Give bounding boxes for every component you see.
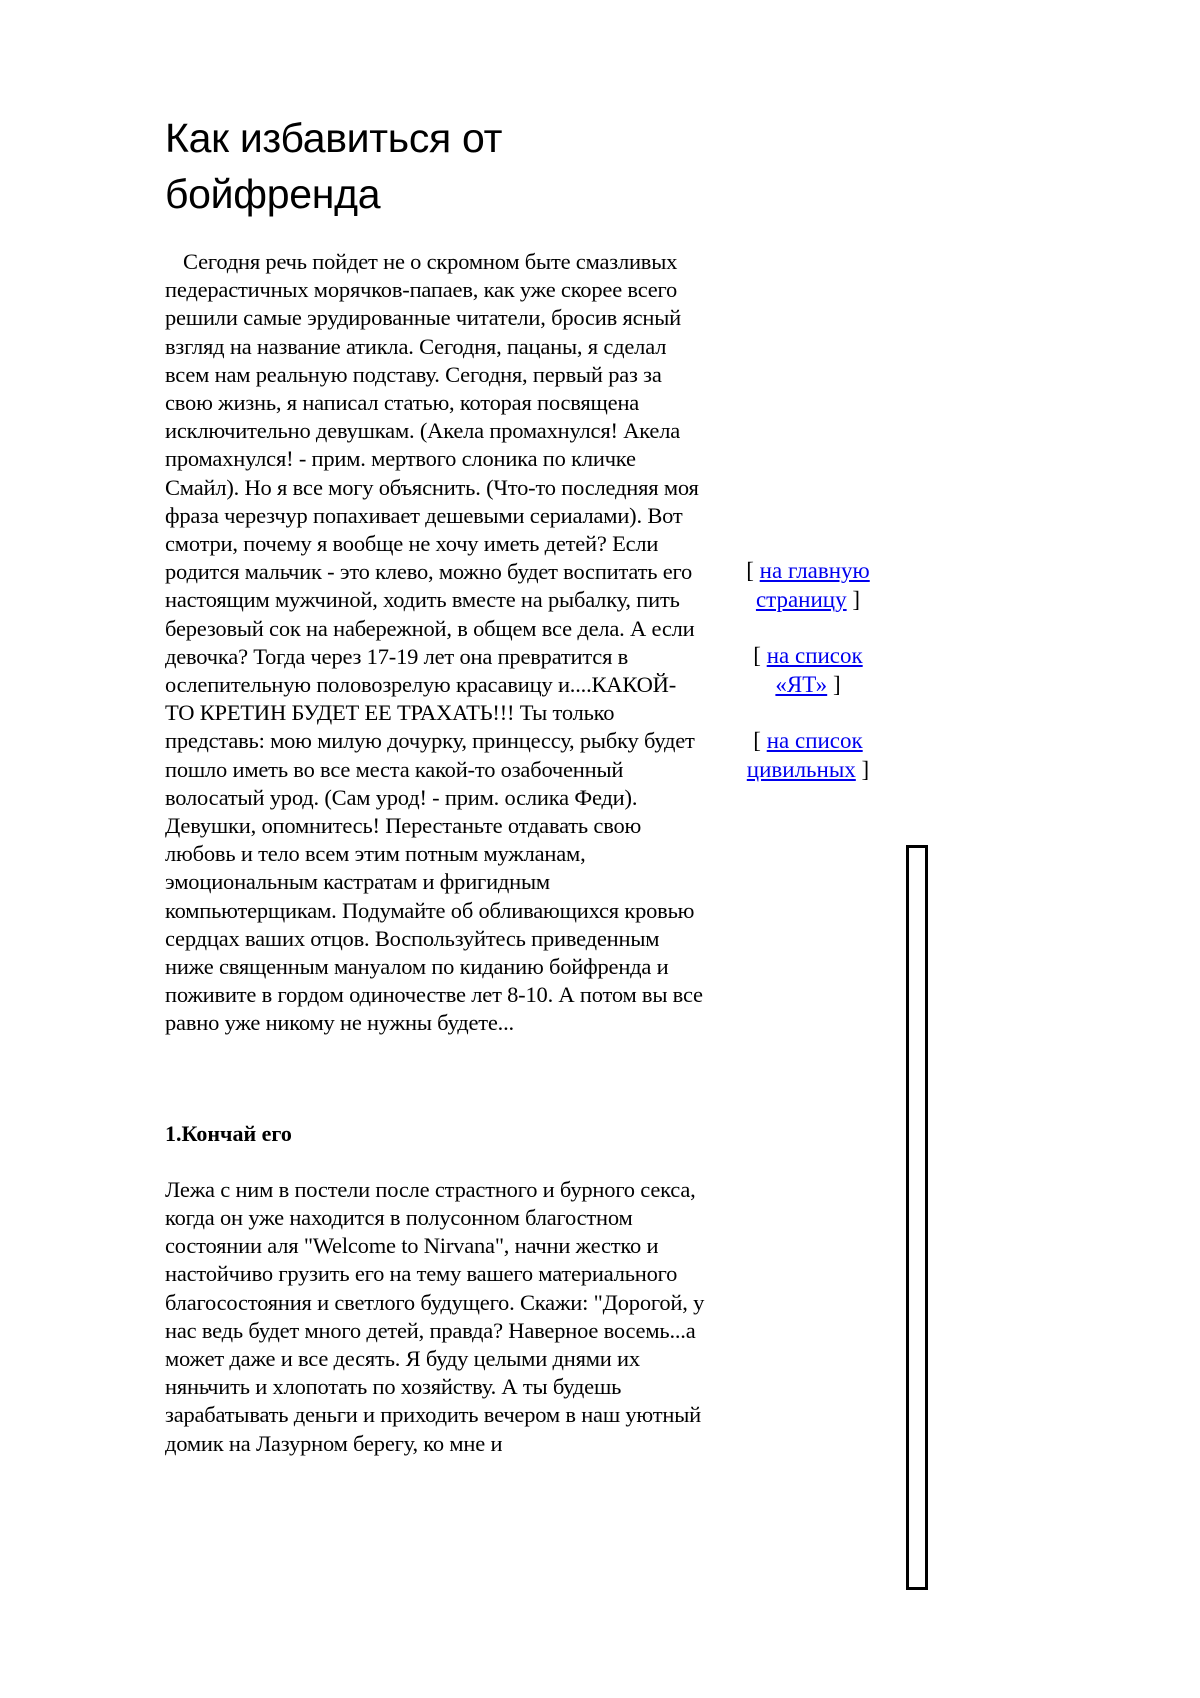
nav-bracket-close: ] xyxy=(846,587,861,612)
nav-item-civil xyxy=(733,726,883,784)
nav-item-yt xyxy=(733,641,883,699)
side-navigation xyxy=(733,556,883,811)
yt-list-link[interactable]: на список «ЯТ» xyxy=(766,643,863,697)
intro-paragraph: Сегодня речь пойдет не о скромном быте смазливых педерастичных морячков-папаев, как уже скорее всего решили самые эрудированные читатели, бросив ясный взгляд на название атикла. Сегодня, пацаны, я сделал всем нам реальную подставу. Сегодня, первый раз за свою жизнь, я написал статью, которая посвящена исключительно девушкам. (Акела промахнулся! Акела промахнулся! - прим. мертвого слоника по кличке Смайл). Но я все могу объяснить. (Что-то последняя моя фраза черезчур попахивает дешевыми сериалами). Вот смотри, почему я вообще не хочу иметь детей? Если родится мальчик - это клево, можно будет воспитать его настоящим мужчиной, ходить вместе на рыбалку, пить березовый сок на набережной, в общем все дела. А если девочка? Тогда через 17-19 лет она превратится в ослепительную половозрелую красавицу и....КАКОЙ-ТО КРЕТИН БУДЕТ ЕЕ ТРАХАТЬ!!! Ты только представь: мою милую дочурку, принцессу, рыбку будет пошло иметь во все места какой-то озабоченный волосатый урод. (Сам урод! - прим. ослика Феди). Девушки, опомнитесь! Перестаньте отдавать свою любовь и тело всем этим потным мужланам, эмоциональным кастратам и фригидным компьютерщикам. Подумайте об обливающихся кровью сердцах ваших отцов. Воспользуйтесь приведенным ниже священным мануалом по киданию бойфренда и поживите в гордом одиночестве лет 8-10. А потом вы все равно уже никому не нужны будете... xyxy=(165,249,703,1036)
article xyxy=(165,110,705,1458)
home-link[interactable]: на главную страницу xyxy=(755,558,870,612)
side-frame-box xyxy=(906,845,928,1590)
civil-list-link[interactable]: на список цивильных xyxy=(746,728,863,782)
section-paragraph: Лежа с ним в постели после страстного и бурного секса, когда он уже находится в полусонном благостном состоянии аля "Welcome to Nirvana", начни жестко и настойчиво грузить его на тему вашего материального благосостояния и светлого будущего. Скажи: "Дорогой, у нас ведь будет много детей, правда? Наверное восемь...а может даже и все десять. Я буду целыми днями их няньчить и хлопотать по хозяйству. А ты будешь зарабатывать деньги и приходить вечером в наш уютный домик на Лазурном берегу, ко мне и xyxy=(165,1176,705,1456)
nav-bracket-close: ] xyxy=(855,757,870,782)
page-title: Как избавиться от бойфренда xyxy=(165,115,503,217)
section-heading: 1.Кончай его xyxy=(165,1120,292,1146)
nav-bracket-open: [ xyxy=(753,728,767,753)
nav-item-home xyxy=(733,556,883,614)
nav-bracket-open: [ xyxy=(753,643,767,668)
nav-bracket-open: [ xyxy=(746,558,760,583)
nav-bracket-close: ] xyxy=(827,672,841,697)
